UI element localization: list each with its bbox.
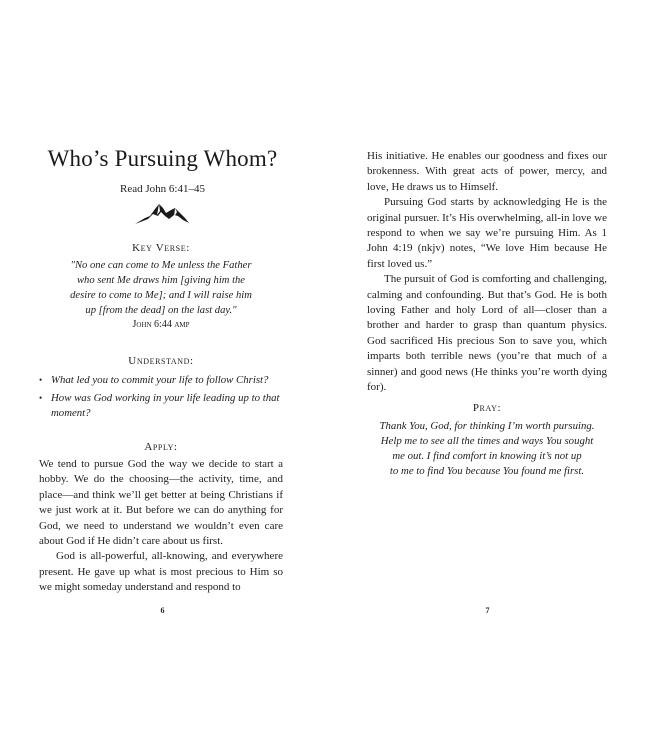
paragraph: His initiative. He enables our goodness and fixes our brokenness. With great acts of power, mercy, and love, He draws us to Himself. [367, 150, 607, 193]
understand-heading: Understand: [128, 355, 194, 367]
paragraph: Pursuing God starts by acknowledging He is the original pursuer. It’s His overwhelming, all-in love we respond to when we say we’re pursuing Him. As 1 John 4:19 (nkjv) notes, “We love Him because He first loved us.” [367, 196, 607, 270]
question-item: • How was God working in your life leading up to that moment? [39, 391, 283, 421]
prayer-line: me out. I find comfort in knowing it’s not up [392, 450, 582, 462]
paragraph: God is all-powerful, all-knowing, and everywhere present. He gave up what is most precious to Him so we might someday understand and respond to [39, 550, 283, 594]
key-verse-section [39, 242, 283, 330]
prayer-text [367, 419, 607, 479]
right-page [325, 0, 650, 750]
body-text [367, 149, 607, 396]
verse-reference: John 6:44 amp [132, 319, 190, 330]
page-title: Who’s Pursuing Whom? [47, 146, 278, 171]
page-number: 6 [160, 606, 165, 615]
continued-body [367, 149, 607, 396]
pray-section [367, 402, 607, 479]
mountain-icon [133, 203, 191, 225]
verse-line: "No one can come to Me unless the Father [70, 260, 252, 271]
page-number: 7 [485, 606, 490, 615]
key-verse-text [39, 258, 283, 318]
question-list [39, 373, 283, 421]
apply-heading: Apply: [144, 441, 178, 453]
question-item: • What led you to commit your life to follow Christ? [39, 373, 283, 388]
verse-line: desire to come to Me]; and I will raise him [70, 290, 252, 301]
prayer-line: Thank You, God, for thinking I’m worth pursuing. [379, 420, 595, 432]
paragraph: The pursuit of God is comforting and challenging, calming and confounding. But that’s God. He is both loving Father and holy Lord of all—closer than a brother and harder to grasp than quantum physics. God sacrificed His precious Son to save you, which imparts both terrible news (you’re that much of a sinner) and good news (He thinks you’re worth dying for). [367, 273, 607, 394]
verse-line: up [from the dead] on the last day." [85, 305, 237, 316]
pray-heading: Pray: [472, 402, 502, 414]
key-verse-heading: Key Verse: [132, 242, 190, 254]
apply-section [39, 441, 283, 596]
paragraph: We tend to pursue God the way we decide to start a hobby. We do the choosing—the activity, time, and place—and think we’ll get better at being Christians if we just work at it. But before we can do anything for God, we need to understand we wouldn’t even care about God if He didn’t care about us first. [39, 458, 283, 548]
verse-line: who sent Me draws him [giving him the [76, 275, 246, 286]
prayer-line: to me to find You because You found me first. [389, 465, 585, 477]
understand-section [39, 355, 283, 424]
prayer-line: Help me to see all the times and ways You sought [380, 435, 594, 447]
apply-body [39, 457, 283, 596]
reading-reference: Read John 6:41–45 [120, 183, 205, 195]
